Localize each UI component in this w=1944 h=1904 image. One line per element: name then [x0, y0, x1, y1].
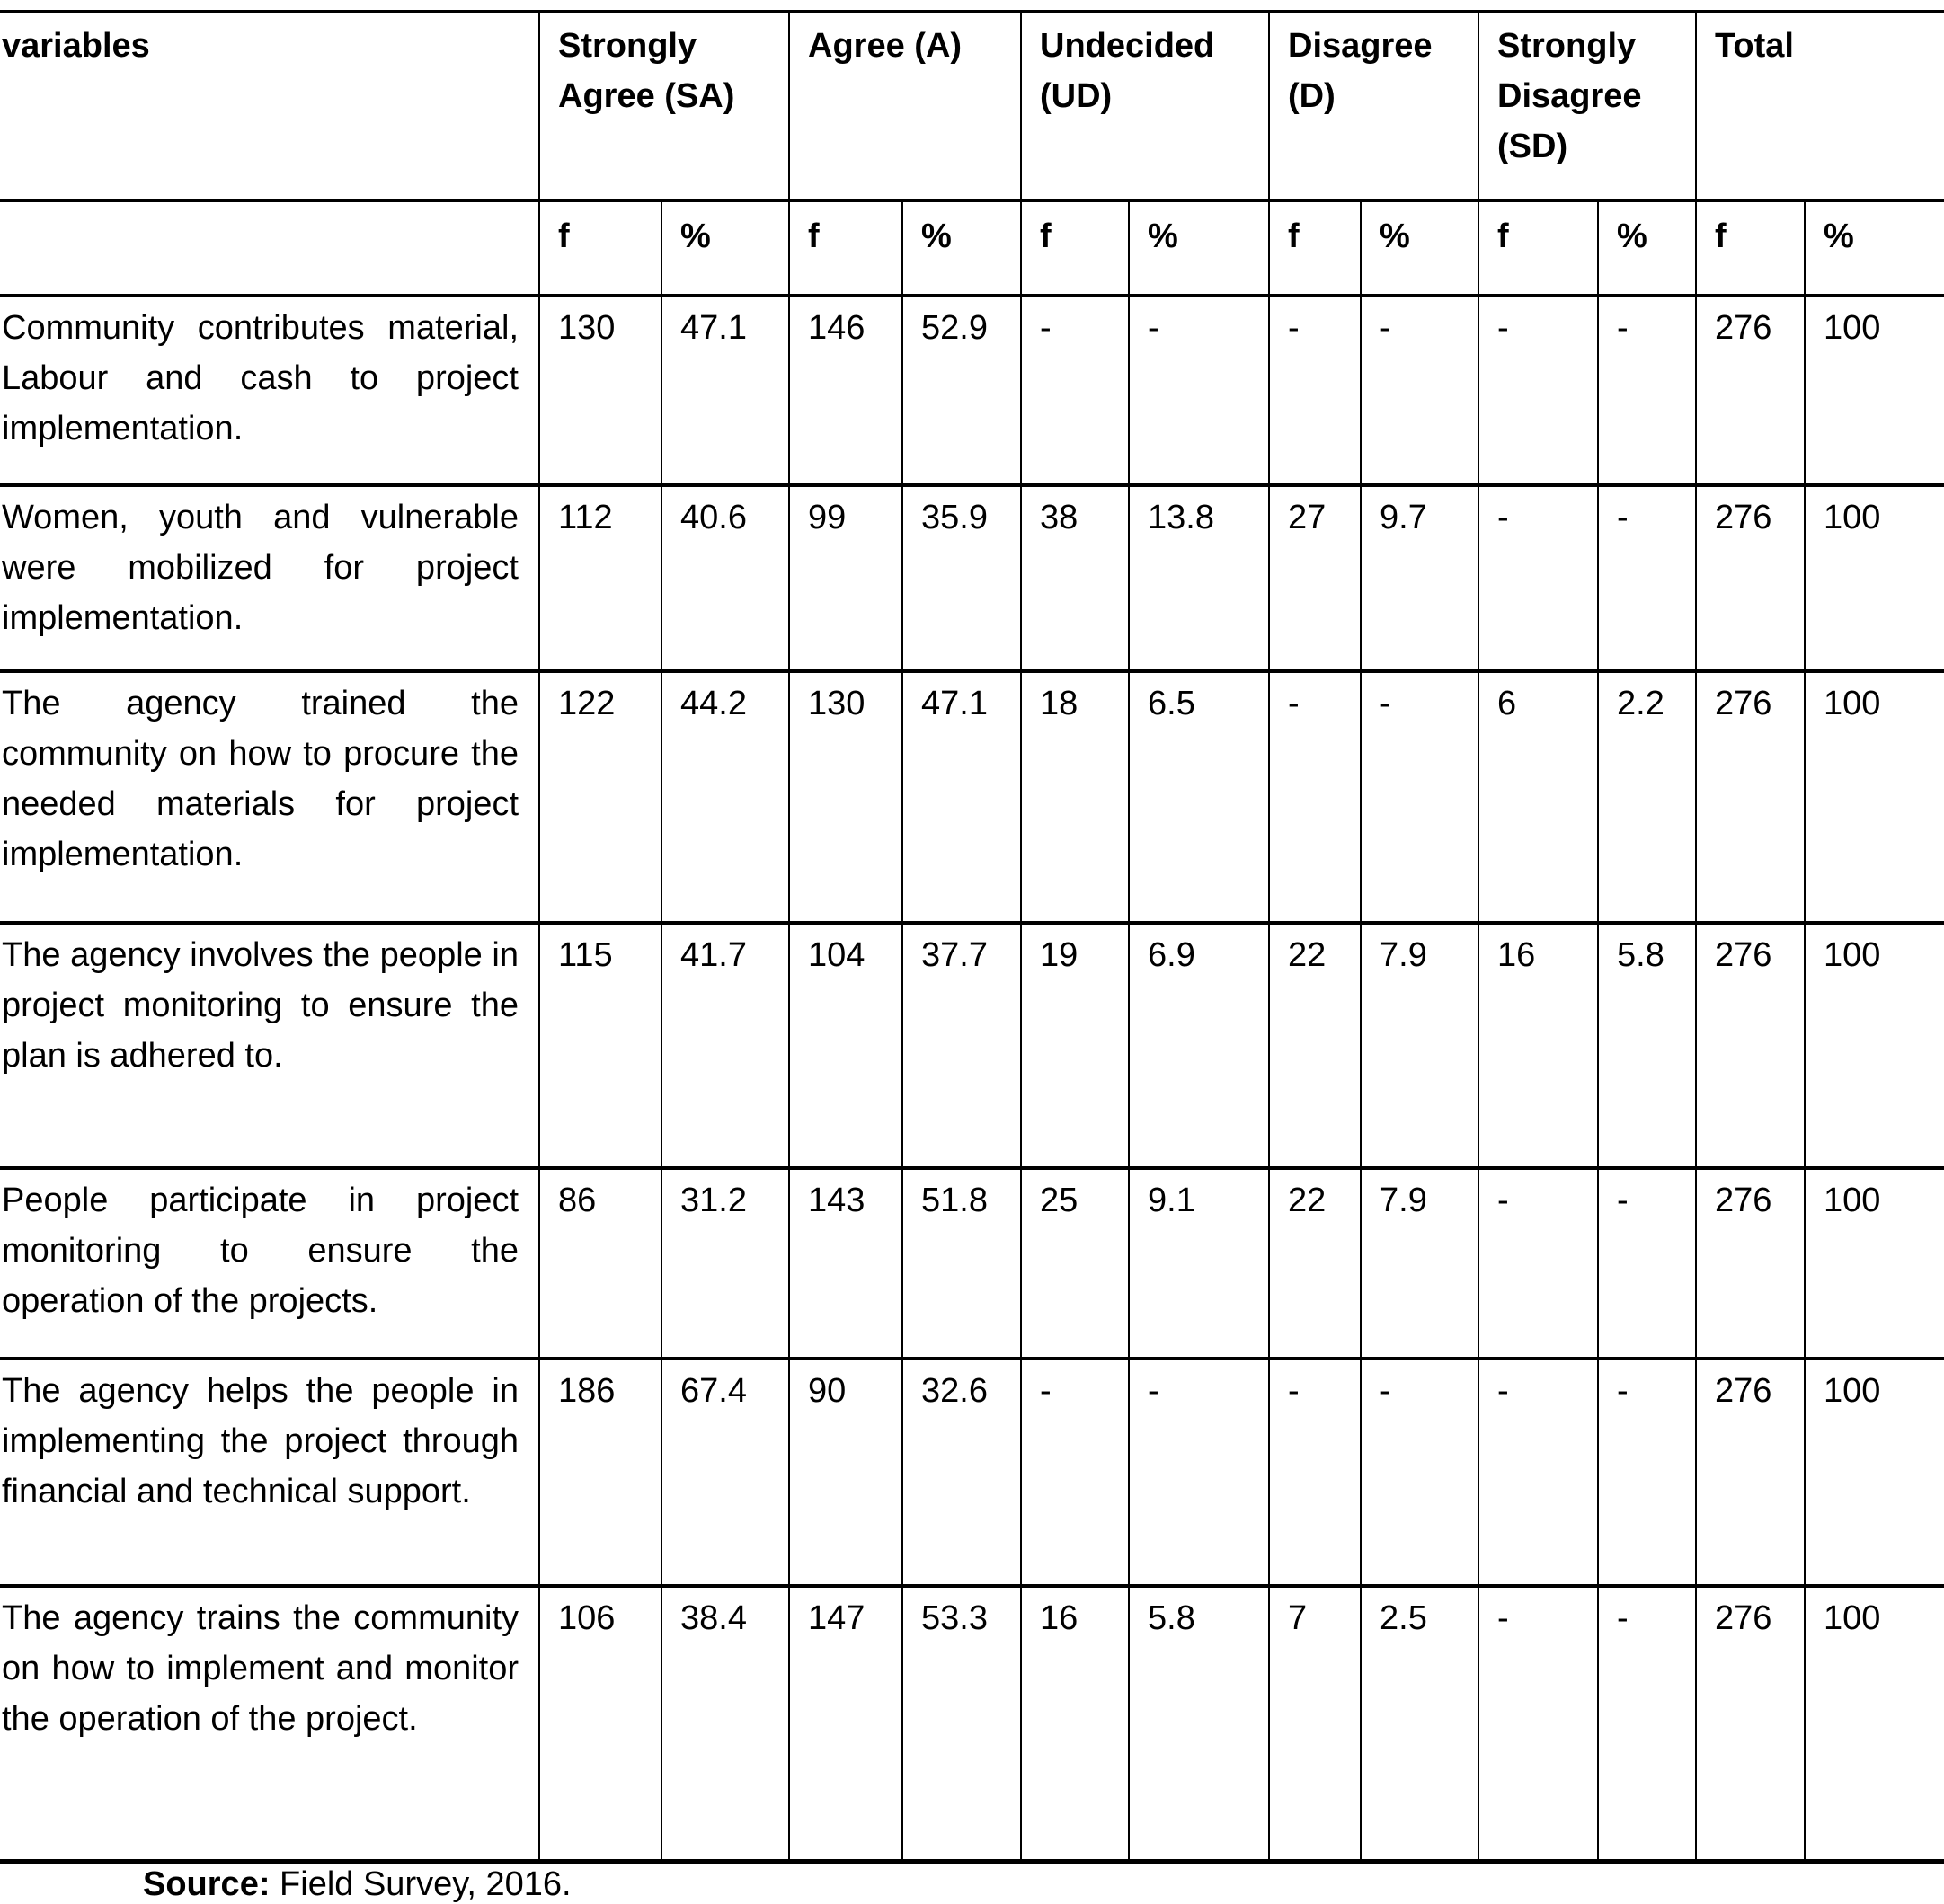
value-cell: 16 [1478, 923, 1598, 1168]
value-cell: 9.7 [1361, 485, 1478, 671]
value-cell: - [1598, 296, 1696, 485]
value-cell: 9.1 [1129, 1168, 1269, 1359]
value-cell: - [1361, 1359, 1478, 1586]
value-cell: 47.1 [661, 296, 789, 485]
variable-cell: The agency trained the community on how to procure the needed materials for project implementation. [0, 671, 539, 923]
table-row [0, 671, 1944, 923]
subheader-cell: % [1361, 200, 1478, 296]
value-cell: 106 [539, 1586, 661, 1861]
value-cell: - [1598, 1586, 1696, 1861]
value-cell: 41.7 [661, 923, 789, 1168]
value-cell: - [1361, 671, 1478, 923]
value-cell: - [1478, 1168, 1598, 1359]
subheader-cell: f [1269, 200, 1361, 296]
value-cell: - [1598, 1359, 1696, 1586]
value-cell: 99 [789, 485, 902, 671]
header-disagree: Disagree (D) [1269, 12, 1478, 200]
header-variables: variables [0, 12, 539, 200]
value-cell: 18 [1021, 671, 1129, 923]
value-cell: 147 [789, 1586, 902, 1861]
value-cell: 276 [1696, 1168, 1805, 1359]
table-row [0, 485, 1944, 671]
subheader-cell: % [1129, 200, 1269, 296]
value-cell: 276 [1696, 1586, 1805, 1861]
value-cell: 32.6 [902, 1359, 1021, 1586]
value-cell: 27 [1269, 485, 1361, 671]
value-cell: - [1598, 485, 1696, 671]
value-cell: 2.2 [1598, 671, 1696, 923]
source-label: Source: [143, 1865, 271, 1903]
value-cell: 7.9 [1361, 1168, 1478, 1359]
value-cell: - [1021, 1359, 1129, 1586]
subheader-cell: % [1805, 200, 1944, 296]
value-cell: 276 [1696, 485, 1805, 671]
value-cell: 276 [1696, 296, 1805, 485]
subheader-cell: % [661, 200, 789, 296]
value-cell: - [1478, 485, 1598, 671]
value-cell: 146 [789, 296, 902, 485]
value-cell: 100 [1805, 1586, 1944, 1861]
value-cell: 51.8 [902, 1168, 1021, 1359]
value-cell: - [1478, 1586, 1598, 1861]
value-cell: 100 [1805, 671, 1944, 923]
value-cell: - [1478, 296, 1598, 485]
subheader-cell: f [1696, 200, 1805, 296]
variable-cell: Women, youth and vulnerable were mobilized for project implementation. [0, 485, 539, 671]
value-cell: 6.5 [1129, 671, 1269, 923]
value-cell: 40.6 [661, 485, 789, 671]
value-cell: 22 [1269, 923, 1361, 1168]
value-cell: 35.9 [902, 485, 1021, 671]
value-cell: 115 [539, 923, 661, 1168]
value-cell: - [1129, 296, 1269, 485]
subheader-cell: f [789, 200, 902, 296]
value-cell: 13.8 [1129, 485, 1269, 671]
value-cell: 7 [1269, 1586, 1361, 1861]
value-cell: - [1269, 1359, 1361, 1586]
value-cell: 100 [1805, 1168, 1944, 1359]
value-cell: 100 [1805, 485, 1944, 671]
header-row [0, 12, 1944, 200]
value-cell: 37.7 [902, 923, 1021, 1168]
subheader-cell: % [1598, 200, 1696, 296]
table-row [0, 296, 1944, 485]
value-cell: - [1361, 296, 1478, 485]
table-row [0, 1586, 1944, 1861]
header-strongly-disagree: Strongly Disagree (SD) [1478, 12, 1696, 200]
value-cell: - [1478, 1359, 1598, 1586]
value-cell: 38.4 [661, 1586, 789, 1861]
survey-table [0, 10, 1944, 1864]
value-cell: 100 [1805, 296, 1944, 485]
value-cell: 112 [539, 485, 661, 671]
value-cell: 122 [539, 671, 661, 923]
value-cell: - [1598, 1168, 1696, 1359]
value-cell: 100 [1805, 1359, 1944, 1586]
header-agree: Agree (A) [789, 12, 1021, 200]
value-cell: 6 [1478, 671, 1598, 923]
value-cell: - [1129, 1359, 1269, 1586]
value-cell: - [1269, 296, 1361, 485]
value-cell: 16 [1021, 1586, 1129, 1861]
value-cell: 25 [1021, 1168, 1129, 1359]
value-cell: 5.8 [1129, 1586, 1269, 1861]
value-cell: 86 [539, 1168, 661, 1359]
value-cell: 67.4 [661, 1359, 789, 1586]
variable-cell: The agency involves the people in project monitoring to ensure the plan is adhered to. [0, 923, 539, 1168]
value-cell: 143 [789, 1168, 902, 1359]
value-cell: 2.5 [1361, 1586, 1478, 1861]
value-cell: 22 [1269, 1168, 1361, 1359]
value-cell: 276 [1696, 923, 1805, 1168]
value-cell: 276 [1696, 671, 1805, 923]
subheader-row [0, 200, 1944, 296]
value-cell: 130 [789, 671, 902, 923]
value-cell: 44.2 [661, 671, 789, 923]
subheader-cell: % [902, 200, 1021, 296]
value-cell: 186 [539, 1359, 661, 1586]
source-note [143, 1864, 572, 1904]
value-cell: 6.9 [1129, 923, 1269, 1168]
value-cell: 130 [539, 296, 661, 485]
variable-cell: People participate in project monitoring to ensure the operation of the projects. [0, 1168, 539, 1359]
source-text: Field Survey, 2016. [270, 1865, 572, 1903]
value-cell: 53.3 [902, 1586, 1021, 1861]
table-row [0, 923, 1944, 1168]
variable-cell: The agency trains the community on how to implement and monitor the operation of the project. [0, 1586, 539, 1861]
subheader-cell: f [1478, 200, 1598, 296]
header-total: Total [1696, 12, 1944, 200]
value-cell: 47.1 [902, 671, 1021, 923]
subheader-blank [0, 200, 539, 296]
value-cell: 90 [789, 1359, 902, 1586]
variable-cell: Community contributes material, Labour and cash to project implementation. [0, 296, 539, 485]
subheader-cell: f [1021, 200, 1129, 296]
value-cell: - [1021, 296, 1129, 485]
variable-cell: The agency helps the people in implementing the project through financial and technical support. [0, 1359, 539, 1586]
value-cell: 276 [1696, 1359, 1805, 1586]
value-cell: 104 [789, 923, 902, 1168]
table-row [0, 1168, 1944, 1359]
value-cell: 31.2 [661, 1168, 789, 1359]
value-cell: 7.9 [1361, 923, 1478, 1168]
subheader-cell: f [539, 200, 661, 296]
value-cell: 19 [1021, 923, 1129, 1168]
table-row [0, 1359, 1944, 1586]
value-cell: 100 [1805, 923, 1944, 1168]
header-strongly-agree: Strongly Agree (SA) [539, 12, 789, 200]
value-cell: - [1269, 671, 1361, 923]
value-cell: 5.8 [1598, 923, 1696, 1168]
value-cell: 38 [1021, 485, 1129, 671]
value-cell: 52.9 [902, 296, 1021, 485]
header-undecided: Undecided (UD) [1021, 12, 1269, 200]
